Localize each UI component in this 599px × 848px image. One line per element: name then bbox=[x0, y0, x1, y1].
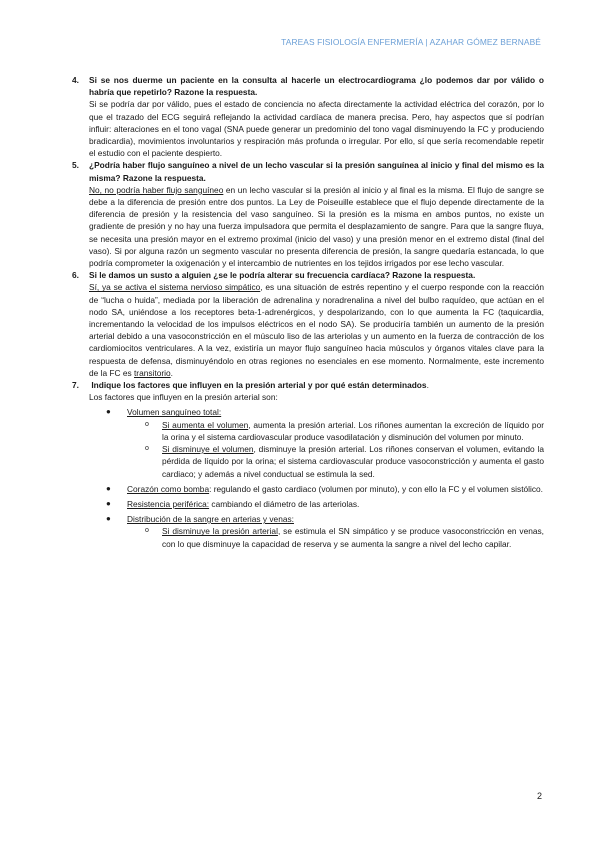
sub-bullet-icon: o bbox=[145, 527, 149, 535]
subitem-text: , disminuye la presión arterial. Los riñones conservan el volumen, evitando la pérdida de líquido por la orina; el sistema cardiovascular produce vasoconstricción y aumenta el gasto cardiaco; y además a nivel conductual se estimula la sed. bbox=[162, 444, 544, 479]
question-text: Si le damos un susto a alguien ¿se le podría alterar su frecuencia cardíaca? Razone la respuesta. bbox=[89, 270, 476, 281]
answer-emphasis: No, no podría haber flujo sanguíneo bbox=[89, 184, 224, 195]
question-number: 4. bbox=[72, 75, 79, 85]
factor-text: : regulando el gasto cardiaco (volumen por minuto), y con ello la FC y el volumen sistólico. bbox=[209, 483, 544, 494]
bullet-icon: ● bbox=[106, 407, 111, 417]
page-content bbox=[72, 74, 545, 550]
answer-5 bbox=[89, 184, 544, 269]
factor-text: cambiando el diámetro de las arteriolas. bbox=[209, 498, 360, 509]
question-text: Si se nos duerme un paciente en la consulta al hacerle un electrocardiograma ¿lo podemos dar por válido o habría que repetirlo? Razone la respuesta. bbox=[89, 75, 544, 98]
subitem-label: Si aumenta el volumen bbox=[162, 419, 249, 430]
sub-bullet-icon: o bbox=[145, 420, 149, 428]
subitem-label: Si disminuye la presión arterial bbox=[162, 526, 278, 537]
answer-emphasis-end: transitorio bbox=[133, 367, 171, 378]
factor-label: Corazón como bomba bbox=[127, 483, 210, 494]
bullet-icon: ● bbox=[106, 498, 111, 508]
factor-item bbox=[89, 406, 544, 418]
question-end: . bbox=[426, 380, 429, 391]
question-text bbox=[89, 379, 429, 391]
factor-label: Distribución de la sangre en arterias y venas: bbox=[127, 514, 294, 525]
running-header: TAREAS FISIOLOGÍA ENFERMERÍA | AZAHAR GÓMEZ BERNABÉ bbox=[281, 37, 541, 47]
bullet-icon: ● bbox=[106, 514, 111, 524]
question-5 bbox=[72, 159, 544, 183]
factor-item bbox=[89, 483, 544, 495]
page-number: 2 bbox=[537, 791, 543, 801]
answer-body: en un lecho vascular si la presión al inicio y al final es la misma. El flujo de sangre se debe a la diferencia de presión entre dos puntos. La Ley de Poiseuille establece que el flujo depende directamente de la diferencia de presión y la resistencia del vaso sanguíneo. Si la presión es la misma en ambos puntos, no existe un gradiente de presión y no hay una fuerza impulsadora que permita el desplazamiento de sangre. Para que la sangre fluya, se necesita una presión mayor en el extremo proximal (inicio del vaso) y una presión menor en el extremo distal (final del vaso). Si por alguna razón un segmento vascular no presenta diferencia de presión, la sangre quedaría estancada, lo que podría comprometer la oxigenación y el intercambio de nutrientes en los tejidos irrigados por ese lecho vascular. bbox=[89, 184, 544, 269]
question-bold: Indique los factores que influyen en la presión arterial y por qué están determinados bbox=[91, 380, 427, 391]
subitem-label: Si disminuye el volumen bbox=[162, 444, 254, 455]
factor-subitem bbox=[89, 525, 544, 549]
sub-bullet-icon: o bbox=[145, 445, 149, 453]
question-7 bbox=[72, 379, 544, 391]
factors-intro: Los factores que influyen en la presión arterial son: bbox=[89, 392, 278, 403]
question-text: ¿Podría haber flujo sanguíneo a nivel de un lecho vascular si la presión sanguínea al inicio y final del mismo es la misma? Razone la respuesta. bbox=[89, 160, 544, 183]
factor-label: Volumen sanguíneo total: bbox=[127, 407, 222, 418]
answer-body: , es una situación de estrés repentino y el cuerpo responde con la reacción de “lucha o huida”, mediada por la liberación de adrenalina y noradrenalina a nivel del bulbo raquídeo, que actúan en el nodo SA, uniéndose a los receptores beta-1-adrenérgicos, y despolarizando, con lo que aumenta la FC (taquicardia, incrementando la velocidad de los impulsos eléctricos en el nodo SA). Se produciría también un aumento de la presión arterial debido a una vasoconstricción en el músculo liso de las arteriolas y un aumento en la fuerza de contracción de los cardiomiocitos ventriculares. A la vez, existiría un mayor flujo sanguíneo hacia músculos y órganos vitales clave para la respuesta de defensa, disminuyéndolo en otras regiones no esenciales en ese momento. Normalmente, este incremento de la FC es bbox=[89, 282, 545, 378]
factor-subitem bbox=[89, 443, 544, 480]
question-number: 5. bbox=[72, 160, 79, 171]
factor-item bbox=[89, 498, 544, 510]
question-4 bbox=[72, 74, 544, 98]
factor-subitem bbox=[89, 419, 544, 443]
subitem-text: , aumenta la presión arterial. Los riñones aumentan la excreción de líquido por la orina y el sistema cardiovascular produce vasodilatación y disminución del volumen por minuto. bbox=[162, 419, 544, 442]
answer-emphasis: Sí, ya se activa el sistema nervioso simpático bbox=[89, 282, 261, 293]
bullet-icon: ● bbox=[106, 483, 111, 493]
factor-label: Resistencia periférica: bbox=[127, 498, 210, 509]
subitem-text: , se estimula el SN simpático y se produce vasoconstricción en venas, con lo que disminuye la capacidad de reserva y se aumenta la sangre a nivel del lecho capilar. bbox=[162, 526, 544, 549]
question-number: 6. bbox=[72, 270, 79, 281]
answer-4: Si se podría dar por válido, pues el estado de conciencia no afecta directamente la actividad eléctrica del corazón, por lo que el trazado del ECG seguirá reflejando la actividad cardíaca de manera precisa. Pero, hay aspectos que sí podrían influir: alteraciones en el tono vagal (SNA puede generar un predominio del tono vagal disminuyendo la FC y produciendo bradicardia), movimientos involuntarios y respiración más profunda o irregular. Por ello, sí que sería recomendable repetir el estudio con el paciente despierto. bbox=[89, 99, 544, 159]
factor-item bbox=[89, 513, 544, 525]
answer-6 bbox=[89, 281, 544, 379]
answer-end: . bbox=[170, 367, 173, 378]
question-6 bbox=[72, 269, 544, 281]
question-number: 7. bbox=[72, 380, 79, 391]
